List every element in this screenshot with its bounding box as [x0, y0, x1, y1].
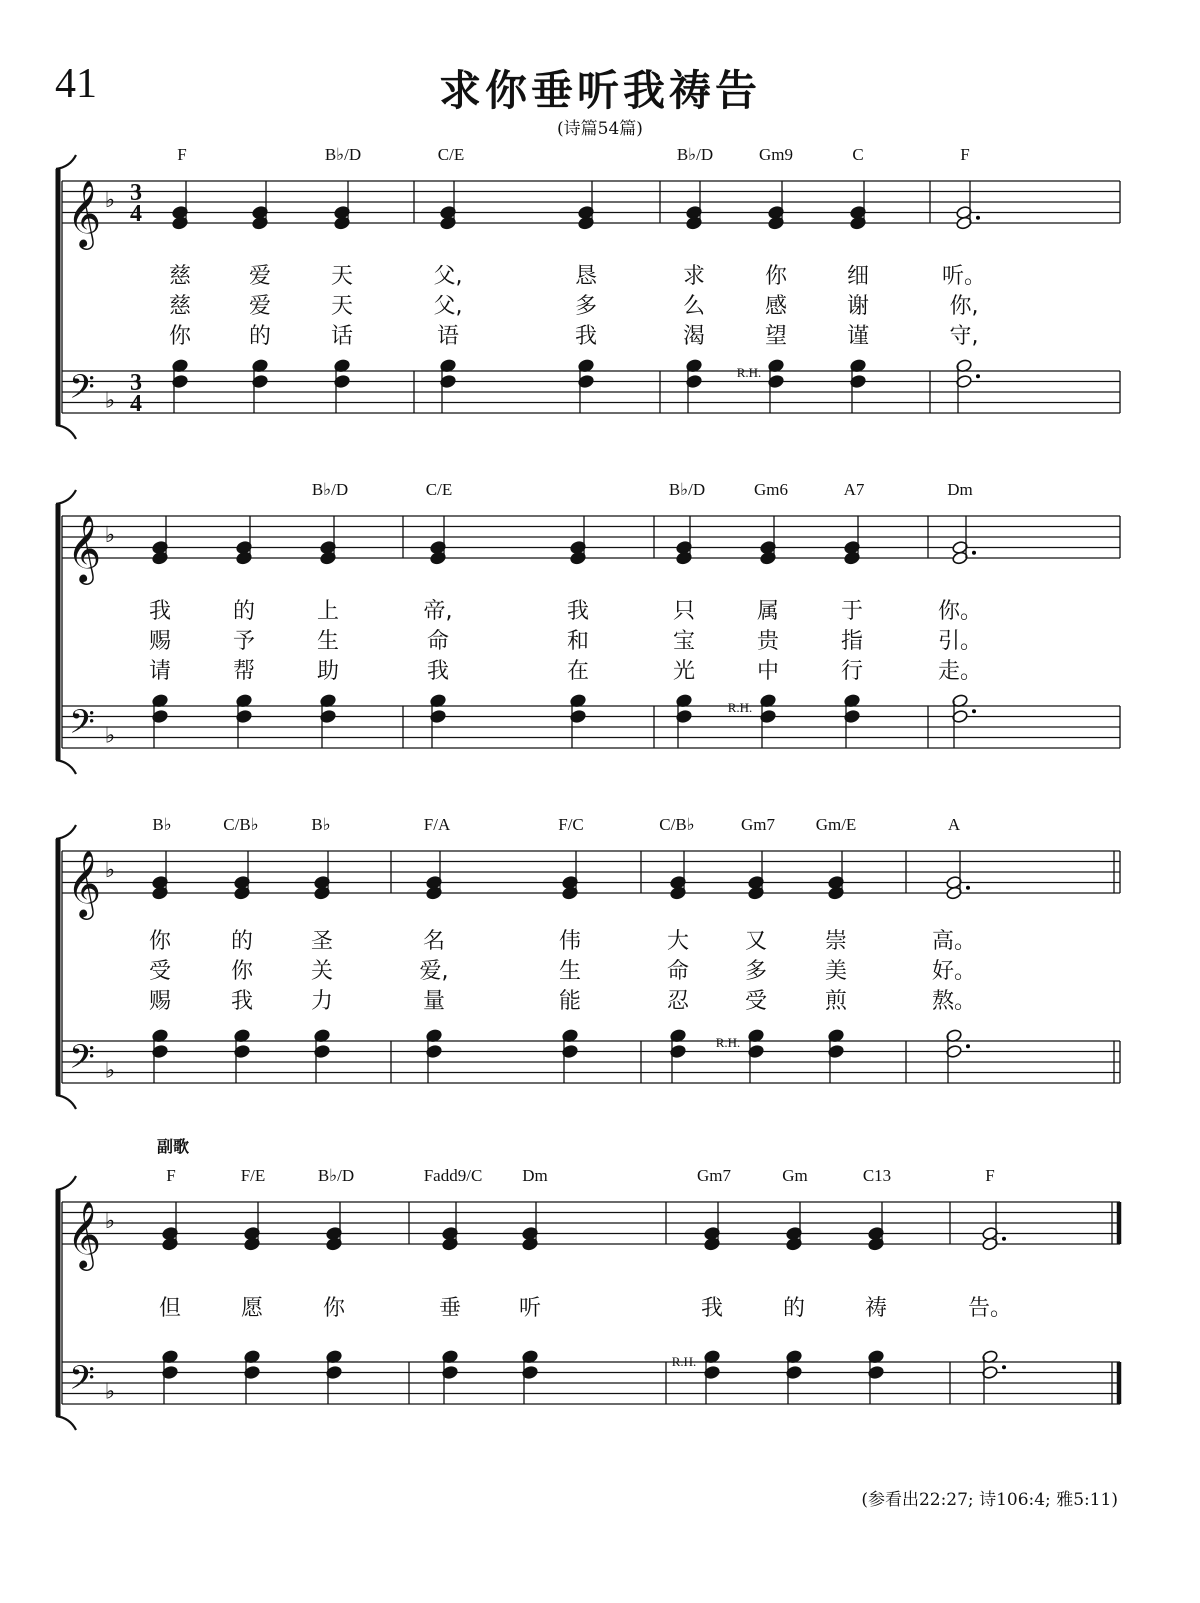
lyric-syllable: 帮 — [232, 659, 256, 684]
chord-symbol: Gm9 — [759, 145, 793, 164]
lyric-syllable: 量 — [422, 989, 446, 1014]
augmentation-dot — [1002, 1237, 1006, 1241]
chord-symbol: B♭/D — [676, 145, 714, 164]
lyric-syllable: 我 — [148, 599, 172, 624]
lyric-syllable: 受 — [744, 989, 768, 1014]
lyric-syllable: 贵 — [756, 629, 780, 654]
treble-clef-icon: 𝄞 — [66, 179, 102, 247]
treble-clef-icon: 𝄞 — [66, 849, 102, 917]
lyric-syllable: 的 — [232, 599, 256, 624]
lyric-syllable: 你 — [148, 929, 172, 954]
lyric-syllable: 赐 — [148, 629, 172, 654]
chord-symbol: B♭/D — [668, 480, 706, 499]
chord-symbol: F — [985, 1166, 995, 1185]
flat-key-signature-icon: ♭ — [104, 388, 116, 414]
lyric-syllable: 垂 — [438, 1296, 462, 1321]
lyric-syllable: 请 — [148, 659, 172, 684]
chord-symbol: A7 — [843, 480, 865, 499]
flat-key-signature-icon: ♭ — [104, 523, 116, 548]
treble-clef-icon: 𝄞 — [66, 1200, 102, 1268]
lyric-syllable: 语 — [436, 324, 460, 349]
time-signature-bottom: 4 — [130, 391, 142, 417]
chord-symbol: C/B♭ — [223, 815, 259, 834]
lyric-syllable: 我 — [230, 989, 254, 1014]
bracket-bottom-curl — [56, 425, 76, 439]
flat-key-signature-icon: ♭ — [104, 723, 116, 749]
flat-key-signature-icon: ♭ — [104, 1379, 116, 1405]
augmentation-dot — [966, 886, 970, 890]
lyric-syllable: 但 — [158, 1296, 182, 1321]
bracket-bottom-curl — [56, 760, 76, 774]
chord-symbol: Gm/E — [815, 815, 857, 834]
lyric-syllable: 宝 — [672, 629, 696, 654]
lyric-syllable: 天 — [330, 294, 354, 319]
lyric-syllable: 美 — [824, 959, 848, 984]
bracket-top-curl — [56, 1176, 76, 1190]
flat-key-signature-icon: ♭ — [104, 188, 116, 213]
lyric-syllable: 渴 — [682, 324, 706, 349]
lyric-syllable: 父, — [433, 294, 463, 319]
chord-symbol: Gm7 — [741, 815, 775, 834]
lyric-syllable: 天 — [330, 264, 354, 289]
lyric-syllable: 守, — [949, 324, 979, 349]
right-hand-marking: R.H. — [671, 1354, 697, 1369]
time-signature-top: 3 — [130, 180, 142, 206]
bracket-bottom-curl — [56, 1416, 76, 1430]
chord-symbol: C13 — [862, 1166, 892, 1185]
lyric-syllable: 走。 — [937, 659, 983, 684]
lyric-syllable: 我 — [426, 659, 450, 684]
flat-key-signature-icon: ♭ — [104, 858, 116, 883]
lyric-syllable: 求 — [682, 264, 706, 289]
chord-symbol: B♭ — [311, 815, 331, 834]
lyric-syllable: 命 — [666, 959, 690, 984]
refrain-label: 副歌 — [156, 1137, 190, 1156]
lyric-syllable: 你 — [322, 1296, 346, 1321]
bass-clef-icon: 𝄢 — [69, 703, 95, 750]
chord-symbol: F/E — [240, 1166, 266, 1185]
lyric-syllable: 感 — [764, 294, 788, 319]
chord-symbol: Dm — [522, 1166, 548, 1185]
lyric-syllable: 我 — [700, 1296, 724, 1321]
lyric-syllable: 命 — [426, 629, 450, 654]
right-hand-marking: R.H. — [727, 700, 753, 715]
lyric-syllable: 愿 — [240, 1296, 264, 1321]
augmentation-dot — [976, 216, 980, 220]
chord-symbol: Gm — [782, 1166, 808, 1185]
chord-symbol: F — [177, 145, 187, 164]
lyric-syllable: 望 — [764, 324, 788, 349]
chord-symbol: B♭/D — [311, 480, 349, 499]
lyric-syllable: 慈 — [168, 294, 192, 319]
lyric-syllable: 你 — [764, 264, 788, 289]
lyric-syllable: 只 — [672, 599, 696, 624]
right-hand-marking: R.H. — [736, 365, 762, 380]
chord-symbol: C — [852, 145, 864, 164]
bracket-top-curl — [56, 490, 76, 504]
lyric-syllable: 的 — [782, 1296, 806, 1321]
chord-symbol: Gm7 — [697, 1166, 731, 1185]
lyric-syllable: 指 — [840, 629, 864, 654]
lyric-syllable: 于 — [840, 599, 864, 624]
lyric-syllable: 你 — [230, 959, 254, 984]
augmentation-dot — [972, 551, 976, 555]
lyric-syllable: 听。 — [941, 264, 987, 289]
lyric-syllable: 引。 — [937, 629, 983, 654]
lyric-syllable: 父, — [433, 264, 463, 289]
chord-symbol: B♭/D — [317, 1166, 355, 1185]
lyric-syllable: 你。 — [937, 599, 983, 624]
chord-symbol: F — [166, 1166, 176, 1185]
lyric-syllable: 和 — [566, 629, 590, 654]
lyric-syllable: 爱, — [419, 959, 449, 984]
lyric-syllable: 大 — [666, 929, 690, 954]
chord-symbol: C/E — [425, 480, 453, 499]
lyric-syllable: 助 — [316, 659, 340, 684]
lyric-syllable: 属 — [756, 599, 780, 624]
bass-clef-icon: 𝄢 — [69, 1359, 95, 1406]
chord-symbol: B♭ — [152, 815, 172, 834]
augmentation-dot — [976, 374, 980, 378]
chord-symbol: C/E — [437, 145, 465, 164]
lyric-syllable: 么 — [682, 294, 706, 319]
lyric-syllable: 恳 — [574, 264, 598, 289]
chord-symbol: F/C — [558, 815, 584, 834]
lyric-syllable: 多 — [744, 959, 768, 984]
lyric-syllable: 话 — [330, 324, 354, 349]
lyric-syllable: 关 — [310, 959, 334, 984]
lyric-syllable: 光 — [672, 659, 696, 684]
page-number: 41 — [55, 61, 97, 107]
time-signature-top: 3 — [130, 370, 142, 396]
lyric-syllable: 你 — [168, 324, 192, 349]
lyric-syllable: 谢 — [846, 294, 870, 319]
lyric-syllable: 崇 — [824, 929, 848, 954]
lyric-syllable: 听 — [518, 1296, 542, 1321]
lyric-syllable: 爱 — [248, 264, 272, 289]
lyric-syllable: 予 — [232, 629, 256, 654]
chord-symbol: C/B♭ — [659, 815, 695, 834]
lyric-syllable: 行 — [840, 659, 864, 684]
lyric-syllable: 受 — [148, 959, 172, 984]
lyric-syllable: 力 — [310, 989, 334, 1014]
lyric-syllable: 你, — [949, 294, 979, 319]
bracket-bottom-curl — [56, 1095, 76, 1109]
right-hand-marking: R.H. — [715, 1035, 741, 1050]
lyric-syllable: 熬。 — [931, 989, 977, 1014]
chord-symbol: Dm — [947, 480, 973, 499]
lyric-syllable: 煎 — [824, 989, 848, 1014]
lyric-syllable: 上 — [316, 599, 340, 624]
bass-clef-icon: 𝄢 — [69, 368, 95, 415]
lyric-syllable: 伟 — [558, 929, 582, 954]
lyric-syllable: 我 — [566, 599, 590, 624]
lyric-syllable: 爱 — [248, 294, 272, 319]
lyric-syllable: 谨 — [846, 324, 870, 349]
song-subtitle: (诗篇54篇) — [557, 119, 643, 139]
lyric-syllable: 帝, — [423, 599, 453, 624]
lyric-syllable: 我 — [574, 324, 598, 349]
augmentation-dot — [966, 1044, 970, 1048]
time-signature-bottom: 4 — [130, 201, 142, 227]
lyric-syllable: 赐 — [148, 989, 172, 1014]
lyric-syllable: 细 — [846, 264, 870, 289]
lyric-syllable: 祷 — [864, 1296, 888, 1321]
lyric-syllable: 名 — [422, 929, 446, 954]
lyric-syllable: 生 — [558, 959, 582, 984]
bass-clef-icon: 𝄢 — [69, 1038, 95, 1085]
lyric-syllable: 能 — [558, 989, 582, 1014]
chord-symbol: Gm6 — [754, 480, 788, 499]
augmentation-dot — [972, 709, 976, 713]
lyric-syllable: 生 — [316, 629, 340, 654]
bracket-top-curl — [56, 155, 76, 169]
chord-symbol: F — [960, 145, 970, 164]
chord-symbol: B♭/D — [324, 145, 362, 164]
chord-symbol: F/A — [423, 815, 451, 834]
augmentation-dot — [1002, 1365, 1006, 1369]
lyric-syllable: 慈 — [168, 264, 192, 289]
lyric-syllable: 的 — [248, 324, 272, 349]
lyric-syllable: 高。 — [931, 929, 977, 954]
flat-key-signature-icon: ♭ — [104, 1209, 116, 1234]
lyric-syllable: 在 — [566, 659, 590, 684]
scripture-reference: (参看出22:27; 诗106:4; 雅5:11) — [861, 1490, 1118, 1510]
lyric-syllable: 中 — [756, 659, 780, 684]
chord-symbol: Fadd9/C — [423, 1166, 483, 1185]
bracket-top-curl — [56, 825, 76, 839]
lyric-syllable: 又 — [744, 929, 768, 954]
lyric-syllable: 好。 — [931, 959, 977, 984]
flat-key-signature-icon: ♭ — [104, 1058, 116, 1084]
lyric-syllable: 忍 — [666, 989, 690, 1014]
lyric-syllable: 告。 — [967, 1296, 1013, 1321]
lyric-syllable: 的 — [230, 929, 254, 954]
lyric-syllable: 圣 — [310, 929, 334, 954]
treble-clef-icon: 𝄞 — [66, 514, 102, 582]
lyric-syllable: 多 — [574, 294, 598, 319]
song-title: 求你垂听我祷告 — [438, 66, 761, 115]
chord-symbol: A — [947, 815, 961, 834]
